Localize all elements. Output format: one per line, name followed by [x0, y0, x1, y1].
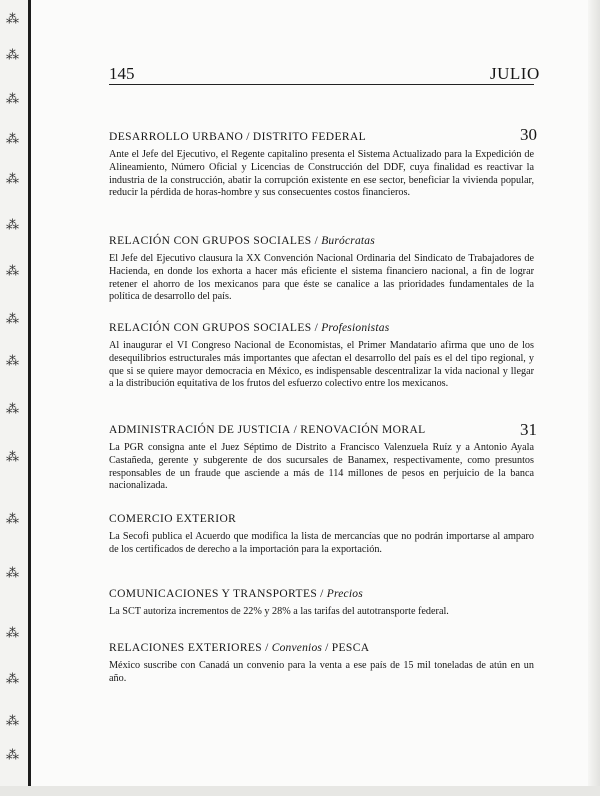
heading-separator: /	[265, 642, 269, 654]
page-number: 145	[109, 64, 135, 83]
entry	[109, 423, 534, 493]
entry-heading	[109, 641, 534, 655]
entry	[109, 512, 534, 557]
entry-subtopic: PESCA	[331, 642, 370, 654]
entry	[109, 130, 534, 200]
binding-mark: ⁂	[6, 747, 19, 762]
binding-mark: ⁂	[6, 171, 19, 186]
entry-body: La SCT autoriza incrementos de 22% y 28% a las tarifas del autotransporte federal.	[109, 606, 449, 617]
binding-mark: ⁂	[6, 671, 19, 686]
entry-body: La Secofi publica el Acuerdo que modifica la lista de mercancías que no podrán importarse al amparo de los certificados de derecho a la importación para la exportación.	[109, 531, 534, 555]
binding-mark: ⁂	[6, 131, 19, 146]
binding-mark: ⁂	[6, 217, 19, 232]
heading-separator: /	[314, 235, 319, 247]
heading-separator: /	[325, 642, 329, 654]
entry-topic: RELACIÓN CON GRUPOS SOCIALES	[109, 235, 312, 247]
heading-separator: /	[246, 131, 250, 143]
entry-heading	[109, 423, 534, 437]
entry-topic: ADMINISTRACIÓN DE JUSTICIA	[109, 424, 291, 436]
entry-topic: RELACIONES EXTERIORES	[109, 642, 263, 654]
entry-topic: DESARROLLO URBANO	[109, 131, 244, 143]
day-label: 30	[520, 125, 537, 144]
page-month: JULIO	[490, 64, 540, 83]
binding-mark: ⁂	[6, 625, 19, 640]
binding-mark: ⁂	[6, 47, 19, 62]
heading-separator: /	[293, 424, 298, 436]
entry-topic: COMUNICACIONES Y TRANSPORTES	[109, 588, 318, 600]
entry-heading	[109, 130, 534, 144]
entry-body: Ante el Jefe del Ejecutivo, el Regente capitalino presenta el Sistema Actualizado para la Expedición de Alineamiento, Número Oficial y Licencias de Construcción del DDF, cuya finalidad es reactivar la industria de la construcción, abatir la corrupción existente en ese sector, beneficiar la vivienda popular, reducir la pérdida de horas-hombre y sus consecuentes costos financieros.	[109, 149, 534, 199]
day-label: 31	[520, 420, 537, 439]
binding-mark: ⁂	[6, 353, 19, 368]
entry-topic: COMERCIO EXTERIOR	[109, 513, 237, 525]
heading-separator: /	[320, 588, 324, 600]
entry	[109, 641, 534, 686]
entry	[109, 321, 534, 391]
entry-subtopic: Burócratas	[321, 235, 375, 247]
binding-mark: ⁂	[6, 263, 19, 278]
entry-heading	[109, 321, 534, 335]
entry-heading	[109, 234, 534, 248]
scan-right-edge	[588, 0, 600, 796]
entry-topic: RELACIÓN CON GRUPOS SOCIALES	[109, 322, 312, 334]
entry-body: México suscribe con Canadá un convenio para la venta a ese país de 15 mil toneladas de atún en un año.	[109, 660, 534, 684]
binding-mark: ⁂	[6, 565, 19, 580]
scan-bottom-edge	[0, 786, 600, 796]
entry-body: El Jefe del Ejecutivo clausura la XX Convención Nacional Ordinaria del Sindicato de Trabajadores de Hacienda, en donde los exhorta a hacer más eficiente el sistema financiero nacional, a fin de lograr retener el ahorro de los mexicanos para que éste se canalice a las prioridades fundamentales de la política de desarrollo del país.	[109, 253, 534, 303]
entry-heading	[109, 512, 534, 526]
entry	[109, 587, 534, 619]
entry-subtopic: DISTRITO FEDERAL	[252, 131, 367, 143]
entry-subtopic: Convenios	[271, 642, 323, 654]
binding-edge	[28, 0, 31, 796]
entry	[109, 234, 534, 304]
binding-mark: ⁂	[6, 311, 19, 326]
entry-heading	[109, 587, 534, 601]
entry-body: La PGR consigna ante el Juez Séptimo de Distrito a Francisco Valenzuela Ruíz y a Antonio Ayala Castañeda, gerente y subgerente de dos sucursales de Banamex, respectivamente, como presuntos responsables de un fraude que asciende a más de 114 millones de pesos en perjuicio de la banca nacionalizada.	[109, 442, 534, 492]
entry-subtopic: RENOVACIÓN MORAL	[300, 424, 426, 436]
binding-mark: ⁂	[6, 11, 19, 26]
binding-mark: ⁂	[6, 91, 19, 106]
binding-mark: ⁂	[6, 449, 19, 464]
entry-body: Al inaugurar el VI Congreso Nacional de Economistas, el Primer Mandatario afirma que uno de los desequilibrios estructurales más importantes que afectan el desarrollo del país es el del tipo regional, y que si se quiere mayor democracia en México, es indispensable descentralizar la vida nacional y llegar a la distribución equitativa de los frutos del esfuerzo colectivo entre los mexicanos.	[109, 340, 534, 390]
heading-separator: /	[314, 322, 319, 334]
binding-mark: ⁂	[6, 713, 19, 728]
binding-mark: ⁂	[6, 511, 19, 526]
entry-subtopic: Profesionistas	[321, 322, 390, 334]
header-rule	[109, 84, 534, 85]
binding-mark: ⁂	[6, 401, 19, 416]
entry-subtopic: Precios	[326, 588, 363, 600]
